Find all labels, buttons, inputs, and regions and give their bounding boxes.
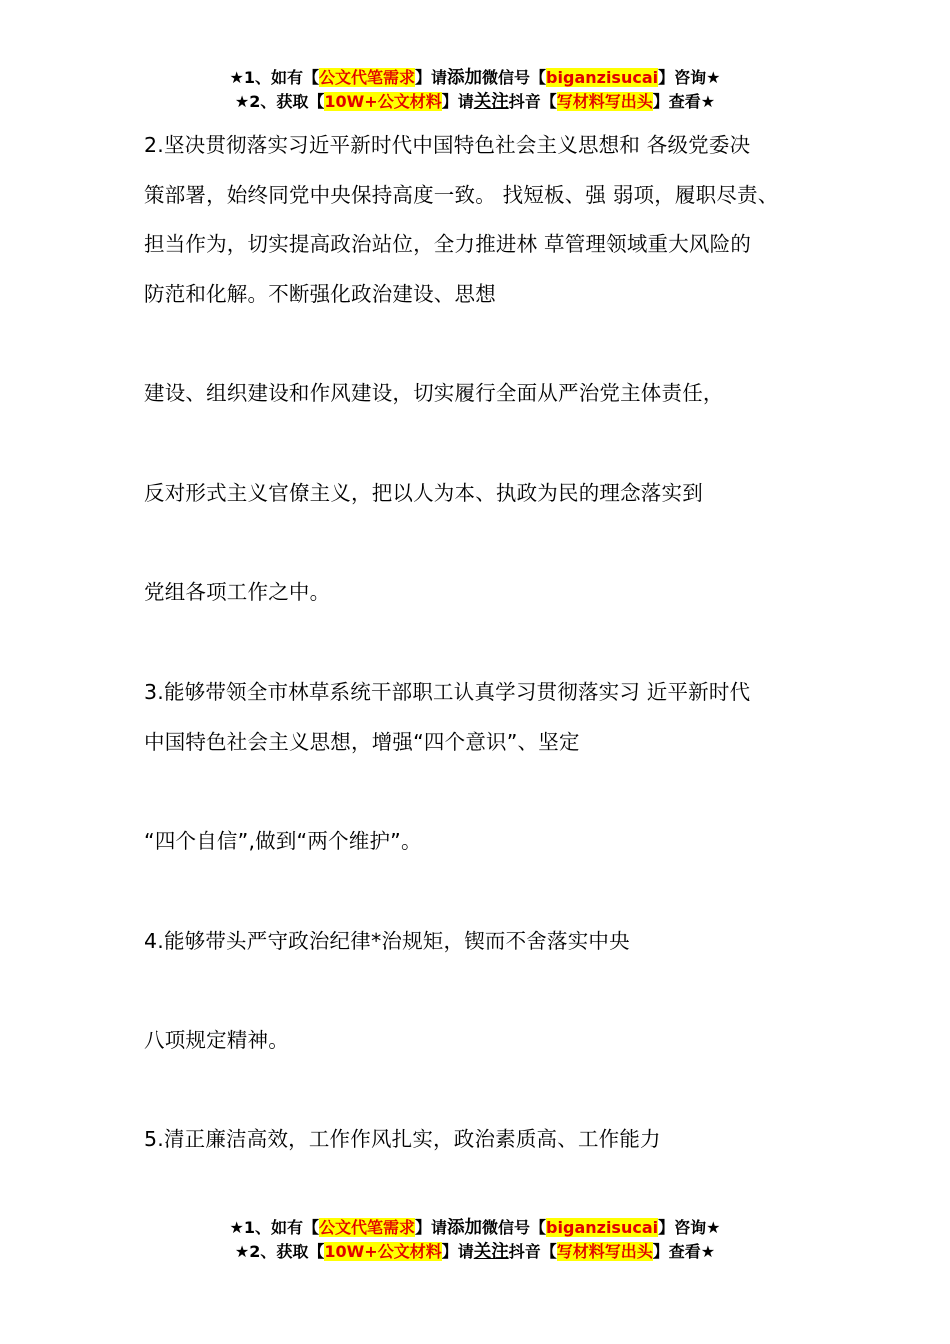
douyin-id-highlight: 写材料写出头 xyxy=(556,1242,653,1261)
paragraph-line: “四个自信”,做到“两个维护”。 xyxy=(144,829,422,853)
banner-text: 微信号【 xyxy=(482,68,547,87)
wechat-id-highlight: biganzisucai xyxy=(546,68,659,87)
paragraph-line: 4.能够带头严守政治纪律*治规矩，锲而不舍落实中央 xyxy=(144,929,630,953)
banner-text: 抖音【 xyxy=(508,1242,557,1261)
banner-text: 抖音【 xyxy=(508,92,557,111)
footer-banner xyxy=(0,1216,950,1264)
banner-text: 】请 xyxy=(441,1242,474,1261)
banner-highlight: 公文代笔需求 xyxy=(319,1218,416,1237)
banner-emphasis: 关注 xyxy=(473,1242,509,1262)
douyin-id-highlight: 写材料写出头 xyxy=(556,92,653,111)
banner-line-1 xyxy=(0,66,950,90)
paragraph-line: 5.清正廉洁高效，工作作风扎实，政治素质高、工作能力 xyxy=(144,1127,661,1151)
paragraph-line: 担当作为，切实提高政治站位，全力推进林 草管理领域重大风险的 xyxy=(144,232,752,256)
wechat-id-highlight: biganzisucai xyxy=(546,1218,659,1237)
banner-line-2 xyxy=(0,1240,950,1264)
paragraph-line: 3.能够带领全市林草系统干部职工认真学习贯彻落实习 近平新时代 xyxy=(144,680,751,704)
paragraph-line: 八项规定精神。 xyxy=(144,1028,289,1052)
paragraph-line: 党组各项工作之中。 xyxy=(144,580,331,604)
banner-emphasis: 添加 xyxy=(447,68,483,88)
paragraph-line: 防范和化解。不断强化政治建设、思想 xyxy=(144,282,496,306)
banner-text: ★1、如有【 xyxy=(229,68,319,87)
banner-text: ★1、如有【 xyxy=(229,1218,319,1237)
banner-line-1 xyxy=(0,1216,950,1240)
banner-line-2 xyxy=(0,90,950,114)
banner-text: 】查看★ xyxy=(652,92,716,111)
banner-text: ★2、获取【 xyxy=(234,92,325,111)
banner-highlight: 10W+公文材料 xyxy=(324,1242,442,1261)
banner-emphasis: 关注 xyxy=(473,92,509,112)
banner-emphasis: 添加 xyxy=(447,1218,483,1238)
banner-text: 】请 xyxy=(415,1218,448,1237)
paragraph-line: 反对形式主义官僚主义，把以人为本、执政为民的理念落实到 xyxy=(144,481,703,505)
banner-text: 】请 xyxy=(415,68,448,87)
banner-text: 】查看★ xyxy=(652,1242,716,1261)
banner-text: 】请 xyxy=(441,92,474,111)
paragraph-line: 中国特色社会主义思想，增强“四个意识”、坚定 xyxy=(144,730,580,754)
paragraph-line: 2.坚决贯彻落实习近平新时代中国特色社会主义思想和 各级党委决 xyxy=(144,133,751,157)
banner-text: 】咨询★ xyxy=(658,1218,721,1237)
banner-text: 】咨询★ xyxy=(658,68,721,87)
banner-text: ★2、获取【 xyxy=(234,1242,325,1261)
banner-text: 微信号【 xyxy=(482,1218,547,1237)
header-banner xyxy=(0,66,950,114)
paragraph-line: 建设、组织建设和作风建设，切实履行全面从严治党主体责任， xyxy=(144,381,724,405)
banner-highlight: 10W+公文材料 xyxy=(324,92,442,111)
banner-highlight: 公文代笔需求 xyxy=(319,68,416,87)
paragraph-line: 策部署，始终同党中央保持高度一致。 找短板、强 弱项，履职尽责、 xyxy=(144,183,779,207)
